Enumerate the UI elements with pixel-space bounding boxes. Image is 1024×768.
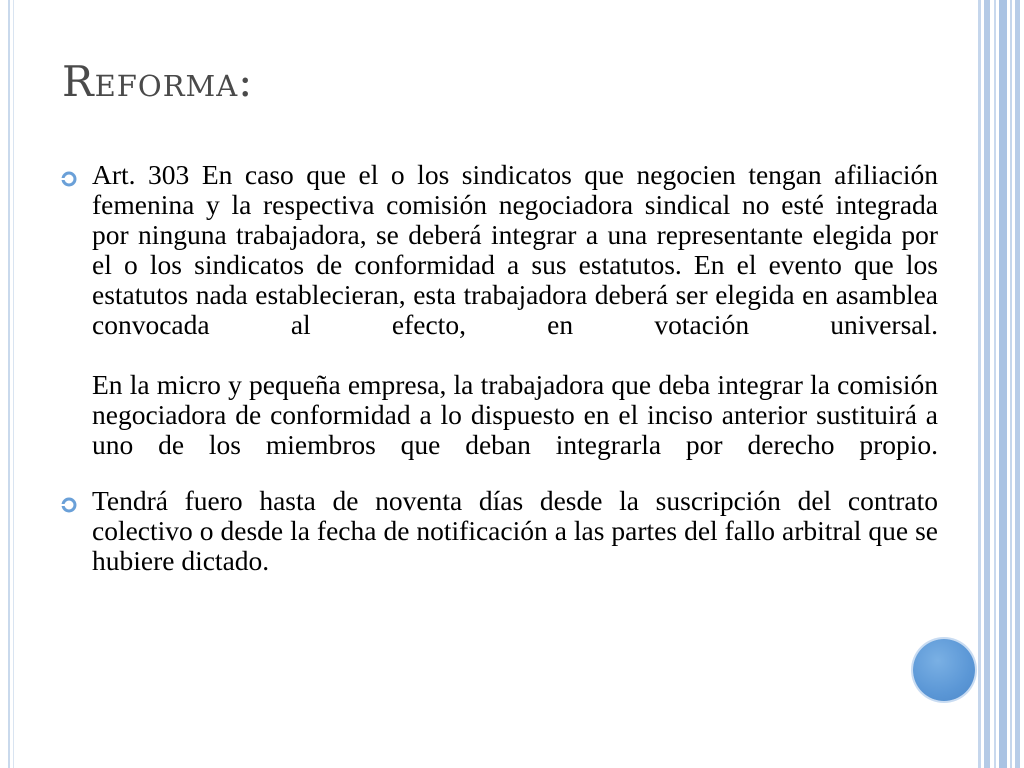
right-stripe bbox=[978, 0, 981, 768]
right-stripe bbox=[1010, 0, 1012, 768]
right-stripe bbox=[994, 0, 996, 768]
bullet-item bbox=[60, 160, 938, 460]
left-border-line-inner bbox=[13, 0, 14, 768]
bullet-item bbox=[60, 486, 938, 576]
right-stripe bbox=[984, 0, 990, 768]
right-stripe bbox=[999, 0, 1007, 768]
bullet-paragraph: Tendrá fuero hasta de noventa días desde la suscripción del contrato colectivo o desde la fecha de notificación a las partes del fallo arbitral que se hubiere dictado. bbox=[92, 485, 938, 576]
slide-title: Reforma: bbox=[62, 57, 254, 106]
bullet-paragraph: En la micro y pequeña empresa, la trabajadora que deba integrar la comisión negociadora de conformidad a lo dispuesto en el inciso anterior sustituirá a uno de los miembros que deban integrarla por derecho propio. bbox=[92, 369, 938, 460]
bullet-ring-icon bbox=[60, 170, 78, 188]
left-border-line bbox=[8, 0, 10, 768]
bullet-paragraph: Art. 303 En caso que el o los sindicatos que negocien tengan afiliación femenina y la respectiva comisión negociadora sindical no esté integrada por ninguna trabajadora, se deberá integrar a una representante elegida por el o los sindicatos de conformidad a sus estatutos. En el evento que los estatutos nada establecieran, esta trabajadora deberá ser elegida en asamblea convocada al efecto, en votación universal. bbox=[92, 159, 938, 340]
bullet-ring-icon bbox=[60, 496, 78, 514]
slide-content bbox=[60, 160, 938, 602]
right-stripe bbox=[1015, 0, 1020, 768]
blue-circle-decoration bbox=[913, 639, 975, 701]
